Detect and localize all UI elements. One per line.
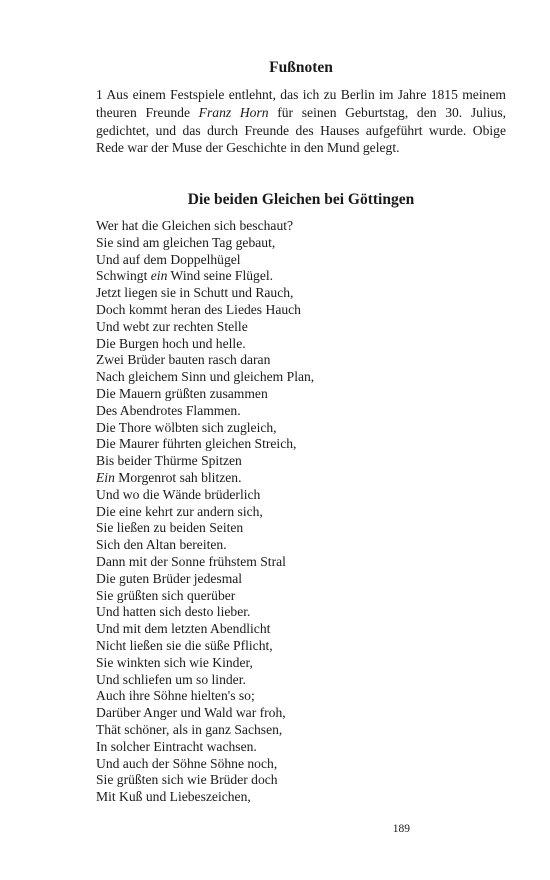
poem-line-text: Die guten Brüder jedesmal [96,570,243,586]
poem-line-text: Und wo die Wände brüderlich [96,486,261,502]
poem-title: Die beiden Gleichen bei Göttingen [187,191,415,208]
poem-line-text: Wer hat die Gleichen sich beschaut? [96,218,294,233]
poem-line [96,588,506,605]
poem-line [96,739,506,756]
poem-line [96,638,506,655]
poem-line [96,504,506,521]
poem-line-text: Und mit dem letzten Abendlicht [96,621,271,637]
poem-line-emphasis: Ein [96,469,115,485]
poem-line-text: Die eine kehrt zur andern sich, [96,503,263,519]
poem-line [96,756,506,773]
poem-line-text: Sie grüßten sich wie Brüder doch [96,772,278,788]
poem-line-text: Des Abendrotes Flammen. [96,402,241,418]
poem-line-text: Und webt zur rechten Stelle [96,318,248,334]
poem-line [96,336,506,353]
poem-line [96,453,506,470]
poem-line [96,722,506,739]
poem-line [96,571,506,588]
poem-line-text: Sie sind am gleichen Tag gebaut, [96,234,276,250]
poem-line-text: In solcher Eintracht wachsen. [96,738,257,754]
poem-line [96,352,506,369]
footnote-text [96,86,506,157]
poem-line [96,319,506,336]
poem-line [96,672,506,689]
poem-line-text: Schwingt [96,268,151,284]
poem-line [96,604,506,621]
poem-line [96,285,506,302]
poem-line [96,655,506,672]
poem-line-text: Die Maurer führten gleichen Streich, [96,436,297,452]
page-number: 189 [392,823,410,835]
poem-lines [96,218,506,806]
poem-line [96,369,506,386]
poem-line [96,268,506,285]
footnote-text-start: 1 Aus einem Festspiele entlehnt, das ich zu Berlin im Jahre 1815 meinem theuren Freunde [96,87,506,120]
poem-line [96,705,506,722]
poem-line-text: Jetzt liegen sie in Schutt und Rauch, [96,285,294,301]
footnote-text-end: für seinen Geburtstag, den 30. Julius, gedichtet, und das durch Freunde des Hauses aufgeführt wurde. Obige Rede war der Muse der Geschichte in den Mund gelegt. [96,104,507,156]
poem-line [96,302,506,319]
poem-line-text: Und auf dem Doppelhügel [96,251,241,267]
poem-line [96,772,506,789]
poem-line [96,386,506,403]
poem-line-text: Und schliefen um so linder. [96,671,246,687]
poem-line-text: Und auch der Söhne Söhne noch, [96,755,278,771]
poem-line [96,554,506,571]
poem-line-text: Bis beider Thürme Spitzen [96,453,242,469]
poem-line-text: Sie grüßten sich querüber [96,587,236,603]
poem-line [96,252,506,269]
footnotes-heading: Fußnoten [269,59,333,76]
poem-line-text: Sie ließen zu beiden Seiten [96,520,244,536]
poem-line-text: Sich den Altan bereiten. [96,537,227,553]
poem-line-text: Nicht ließen sie die süße Pflicht, [96,637,273,653]
poem-line [96,520,506,537]
poem-line [96,487,506,504]
poem-line [96,688,506,705]
poem-line [96,420,506,437]
poem-line-text: Mit Kuß und Liebeszeichen, [96,789,251,805]
poem-line [96,218,506,235]
poem-line [96,537,506,554]
poem-line-text: Sie winkten sich wie Kinder, [96,654,253,670]
poem-line [96,403,506,420]
poem-line [96,470,506,487]
poem-line [96,436,506,453]
poem-line-emphasis: ein [150,268,168,284]
poem-line-text: Zwei Brüder bauten rasch daran [96,352,271,368]
poem-line-text: Die Thore wölbten sich zugleich, [96,419,277,435]
poem-line-text: Dann mit der Sonne frühstem Stral [96,553,286,569]
poem-line-text: Wind seine Flügel. [167,268,274,284]
poem-line-text: Darüber Anger und Wald war froh, [96,705,286,721]
poem-line-text: Auch ihre Söhne hielten's so; [96,688,255,704]
poem-line-text: Nach gleichem Sinn und gleichem Plan, [96,369,315,385]
poem-line-text: Doch kommt heran des Liedes Hauch [96,301,301,317]
poem-line-text: Thät schöner, als in ganz Sachsen, [96,721,283,737]
poem-line-text: Die Burgen hoch und helle. [96,335,246,351]
poem-line [96,789,506,806]
poem-line-text: Die Mauern grüßten zusammen [96,385,268,401]
poem-line [96,621,506,638]
poem-line [96,235,506,252]
footnote-person-name: Franz Horn [198,104,269,120]
poem-line-text: Und hatten sich desto lieber. [96,604,251,620]
poem-line-text: Morgenrot sah blitzen. [114,469,242,485]
